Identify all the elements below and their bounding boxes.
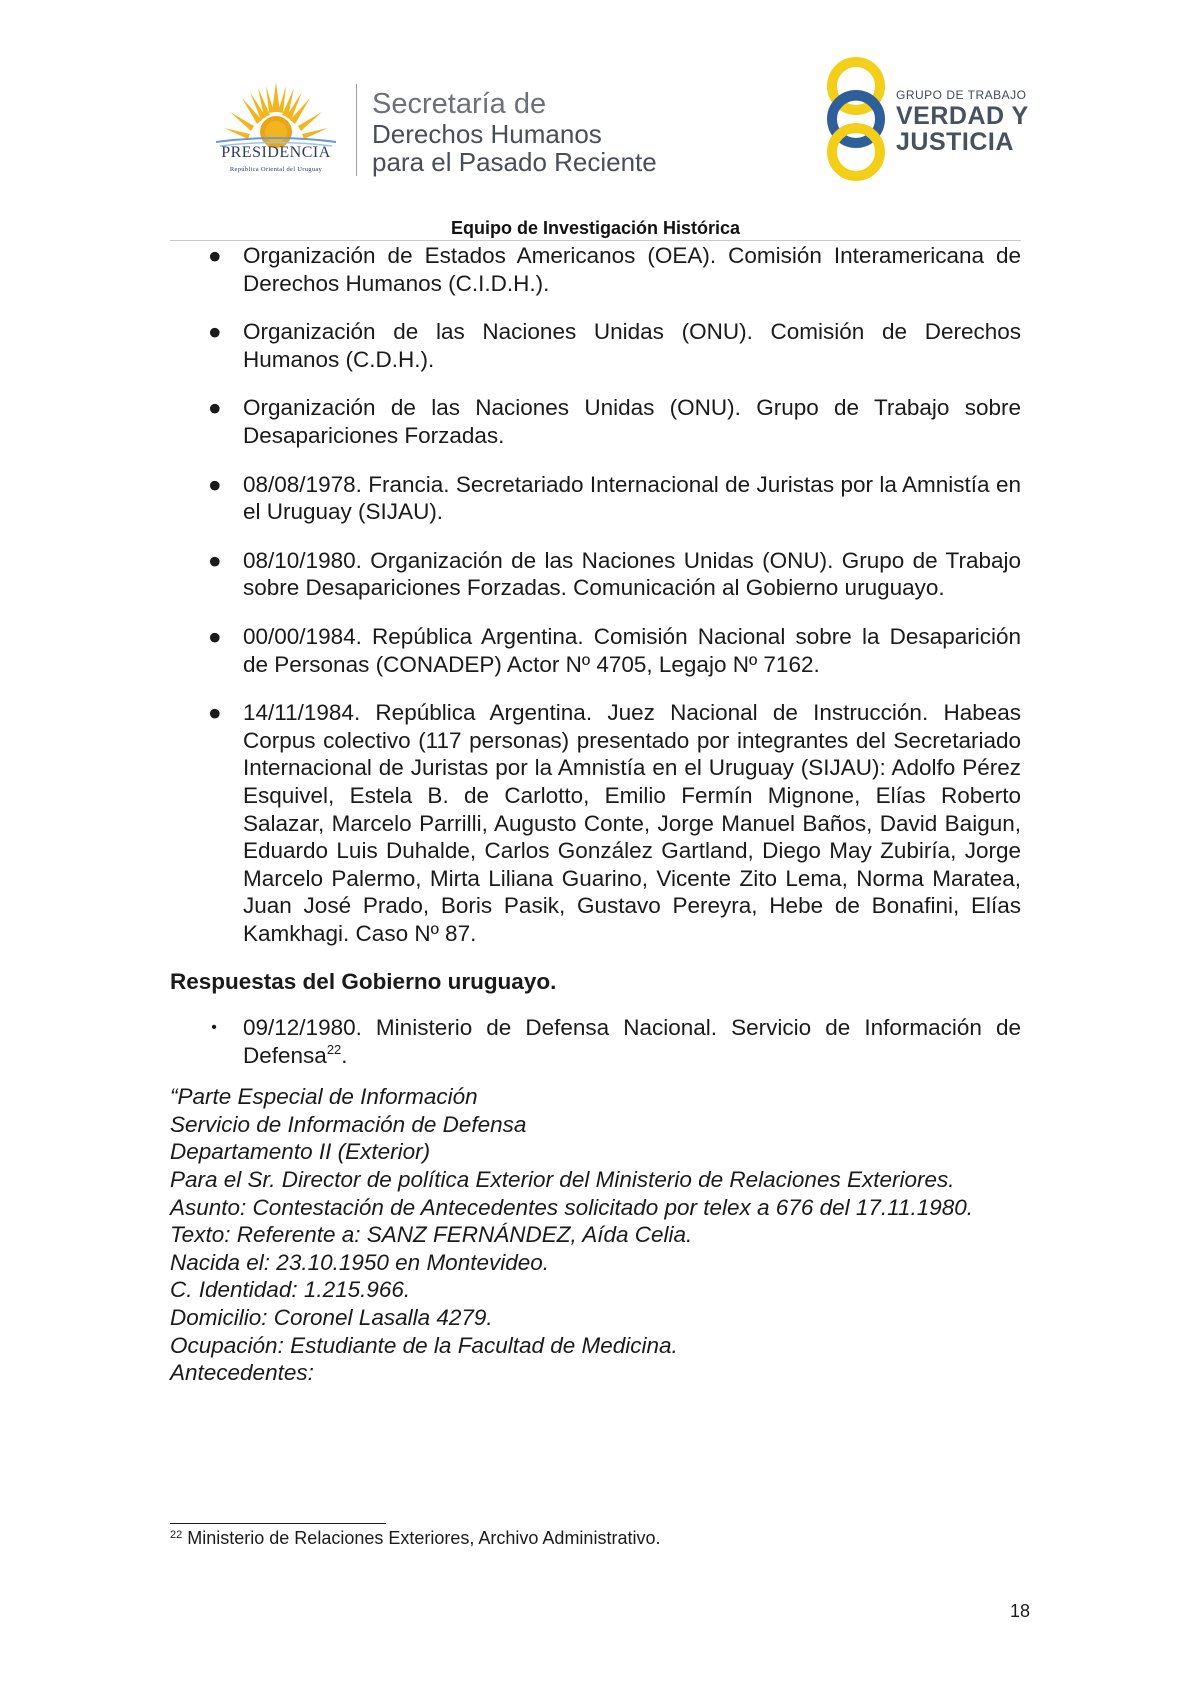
verdad-justicia-logo	[818, 56, 1028, 182]
page-number: 18	[1009, 1601, 1030, 1621]
interlocking-rings-icon	[818, 56, 894, 182]
response-text: 09/12/1980. Ministerio de Defensa Nacional. Servicio de Información de Defensa	[243, 1015, 1021, 1068]
list-item-text: Organización de las Naciones Unidas (ONU). Grupo de Trabajo sobre Desapariciones Forzadas.	[243, 395, 1021, 448]
bullet-icon: ●	[208, 471, 222, 497]
list-item-text: Organización de Estados Americanos (OEA). Comisión Interamericana de Derechos Humanos (C.I.D.H.).	[243, 243, 1021, 296]
section-heading: Respuestas del Gobierno uruguayo.	[170, 969, 557, 995]
presidencia-subtitle: República Oriental del Uruguay	[229, 166, 323, 173]
bullet-icon: ●	[208, 319, 222, 345]
list-item	[170, 623, 1021, 678]
list-item	[170, 1014, 1021, 1069]
bullet-icon: ●	[208, 395, 222, 421]
presidencia-logo	[196, 82, 356, 182]
secretaria-line1: Secretaría de	[372, 88, 547, 120]
header-rule	[170, 240, 1021, 241]
team-title: Equipo de Investigación Histórica	[450, 218, 741, 238]
footnote-text: Ministerio de Relaciones Exteriores, Archivo Administrativo.	[187, 1528, 661, 1548]
response-suffix: .	[341, 1042, 348, 1068]
source-list	[170, 242, 1021, 947]
secretaria-logo-text	[372, 88, 657, 176]
quote-line: Para el Sr. Director de política Exterior del Ministerio de Relaciones Exteriores.	[170, 1167, 955, 1193]
secretaria-line3: para el Pasado Reciente	[372, 147, 657, 177]
secretaria-line2: Derechos Humanos	[372, 119, 602, 149]
list-item	[170, 318, 1021, 373]
bullet-icon: ●	[208, 700, 222, 726]
quote-line: Ocupación: Estudiante de la Facultad de Medicina.	[170, 1332, 678, 1358]
quote-line: C. Identidad: 1.215.966.	[170, 1277, 411, 1303]
sun-emblem-icon	[196, 82, 356, 152]
footnote	[170, 1528, 660, 1549]
list-item-text: 08/08/1978. Francia. Secretariado Internacional de Juristas por la Amnistía en el Uruguay (SIJAU).	[243, 471, 1021, 525]
list-item	[170, 699, 1021, 947]
footnote-rule	[170, 1523, 386, 1524]
response-list	[170, 1014, 1021, 1069]
quote-line: Asunto: Contestación de Antecedentes solicitado por telex a 676 del 17.11.1980.	[170, 1194, 974, 1220]
quote-line: Nacida el: 23.10.1950 en Montevideo.	[170, 1249, 550, 1275]
list-item	[170, 394, 1021, 449]
verdad-label: VERDAD Y	[896, 102, 1029, 130]
quote-line: Departamento II (Exterior)	[170, 1139, 431, 1165]
list-item-text: Organización de las Naciones Unidas (ONU). Comisión de Derechos Humanos (C.D.H.).	[243, 319, 1021, 372]
quote-line: “Parte Especial de Información	[170, 1084, 478, 1110]
quote-line: Antecedentes:	[170, 1360, 314, 1386]
quote-line: Texto: Referente a: SANZ FERNÁNDEZ, Aída Celia.	[170, 1222, 693, 1248]
presidencia-name: PRESIDENCIA	[221, 144, 331, 161]
bullet-icon: ●	[208, 243, 222, 268]
footnote-ref[interactable]: 22	[326, 1041, 342, 1057]
quoted-document	[170, 1083, 1021, 1387]
bullet-icon: ●	[208, 547, 222, 573]
quote-line: Servicio de Información de Defensa	[170, 1111, 527, 1137]
justicia-label: JUSTICIA	[896, 128, 1014, 156]
list-item-text: 00/00/1984. República Argentina. Comisión Nacional sobre la Desaparición de Personas (CONADEP) Actor Nº 4705, Legajo Nº 7162.	[243, 623, 1021, 677]
list-item-text: 14/11/1984. República Argentina. Juez Nacional de Instrucción. Habeas Corpus colectivo (117 personas) presentado por integrantes del Secretariado Internacional de Juristas por la Amnistía en el Uruguay (SIJAU): Adolfo Pérez Esquivel, Estela B. de Carlotto, Emilio Fermín Mignone, Elías Roberto Salazar, Marcelo Parrilli, Augusto Conte, Jorge Manuel Baños, David Baigun, Eduardo Luis Duhalde, Carlos González Gartland, Diego May Zubiría, Jorge Marcelo Palermo, Mirta Liliana Guarino, Vicente Zito Lema, Norma Maratea, Juan José Prado, Boris Pasik, Gustavo Pereyra, Hebe de Bonafini, Elías Kamkhagi. Caso Nº 87.	[243, 700, 1021, 946]
bullet-icon: •	[211, 1019, 217, 1037]
footnote-number: 22	[170, 1529, 183, 1541]
list-item	[170, 471, 1021, 526]
grupo-trabajo-label: GRUPO DE TRABAJO	[896, 88, 1027, 102]
quote-line: Domicilio: Coronel Lasalla 4279.	[170, 1305, 493, 1330]
bullet-icon: ●	[208, 623, 222, 649]
list-item	[170, 547, 1021, 602]
logo-divider	[356, 84, 357, 176]
main-content	[170, 242, 1021, 1387]
list-item	[170, 242, 1021, 297]
list-item-text: 08/10/1980. Organización de las Naciones Unidas (ONU). Grupo de Trabajo sobre Desapariciones Forzadas. Comunicación al Gobierno uruguayo.	[243, 547, 1021, 601]
